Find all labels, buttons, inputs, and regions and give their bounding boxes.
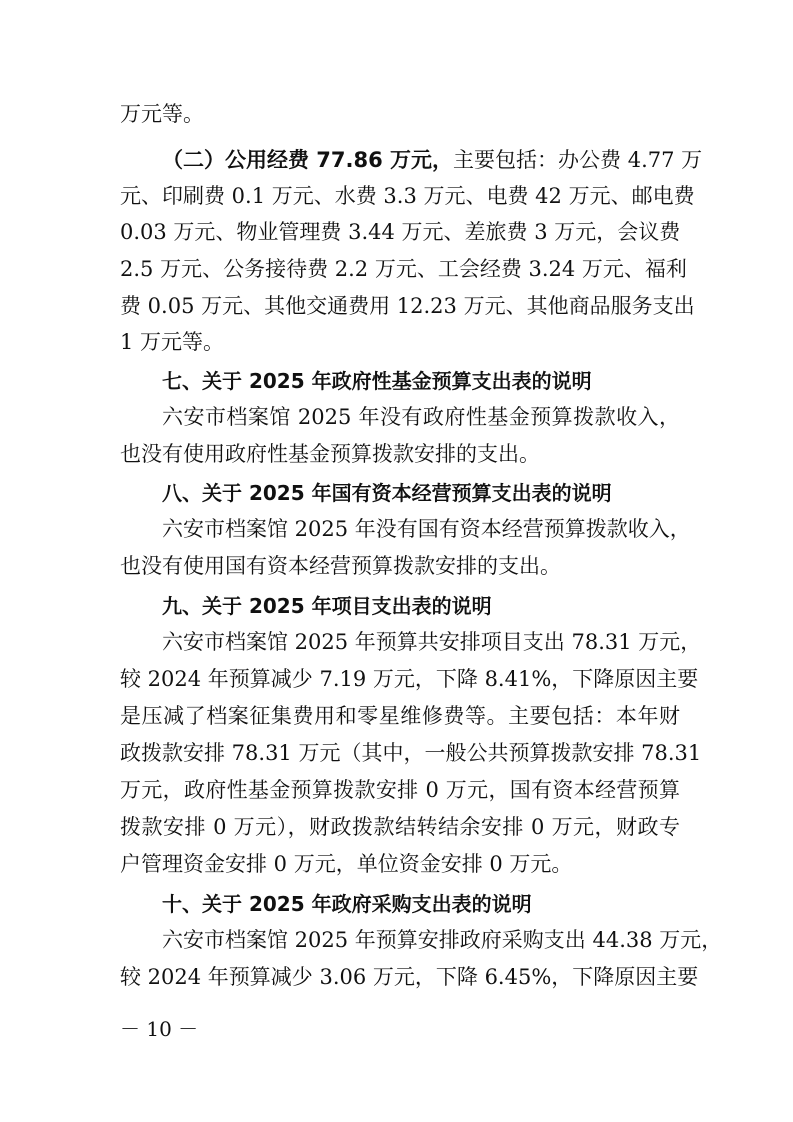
- text-line: 也没有使用政府性基金预算拨款安排的支出。: [120, 442, 540, 466]
- text-line: 是压减了档案征集费用和零星维修费等。主要包括：本年财: [120, 704, 680, 728]
- text-line: 元、印刷费 0.1 万元、水费 3.3 万元、电费 42 万元、邮电费: [120, 184, 695, 208]
- page-number: － 10 －: [120, 1017, 199, 1041]
- text-line: 户管理资金安排 0 万元，单位资金安排 0 万元。: [120, 852, 573, 876]
- section-heading-7: 七、关于 2025 年政府性基金预算支出表的说明: [162, 369, 592, 393]
- text-line: 费 0.05 万元、其他交通费用 12.23 万元、其他商品服务支出: [120, 294, 695, 318]
- text-line: 万元等。: [120, 102, 204, 126]
- text-line: 1 万元等。: [120, 330, 225, 354]
- text-line: 六安市档案馆 2025 年预算共安排项目支出 78.31 万元，: [162, 630, 702, 654]
- text-line: 六安市档案馆 2025 年预算安排政府采购支出 44.38 万元，: [162, 928, 723, 952]
- text-line: 较 2024 年预算减少 3.06 万元，下降 6.45%，下降原因主要: [120, 965, 699, 989]
- text-line: 0.03 万元、物业管理费 3.44 万元、差旅费 3 万元，会议费: [120, 220, 681, 244]
- text-line: 2.5 万元、公务接待费 2.2 万元、工会经费 3.24 万元、福利: [120, 257, 687, 281]
- public-funds-line: [162, 146, 703, 174]
- public-funds-label: （二）公用经费 77.86 万元，: [162, 148, 454, 172]
- text-line: 也没有使用国有资本经营预算拨款安排的支出。: [120, 554, 561, 578]
- text-line: 六安市档案馆 2025 年没有政府性基金预算拨款收入，: [162, 405, 680, 429]
- public-funds-text: 主要包括：办公费 4.77 万: [453, 148, 703, 172]
- text-line: 拨款安排 0 万元），财政拨款结转结余安排 0 万元，财政专: [120, 815, 680, 839]
- section-heading-10: 十、关于 2025 年政府采购支出表的说明: [162, 892, 532, 916]
- text-line: 较 2024 年预算减少 7.19 万元，下降 8.41%，下降原因主要: [120, 667, 699, 691]
- section-heading-9: 九、关于 2025 年项目支出表的说明: [162, 594, 492, 618]
- text-line: 六安市档案馆 2025 年没有国有资本经营预算拨款收入，: [162, 517, 691, 541]
- text-line: 万元，政府性基金预算拨款安排 0 万元，国有资本经营预算: [120, 778, 680, 802]
- section-heading-8: 八、关于 2025 年国有资本经营预算支出表的说明: [162, 481, 612, 505]
- text-line: 政拨款安排 78.31 万元（其中，一般公共预算拨款安排 78.31: [120, 741, 702, 765]
